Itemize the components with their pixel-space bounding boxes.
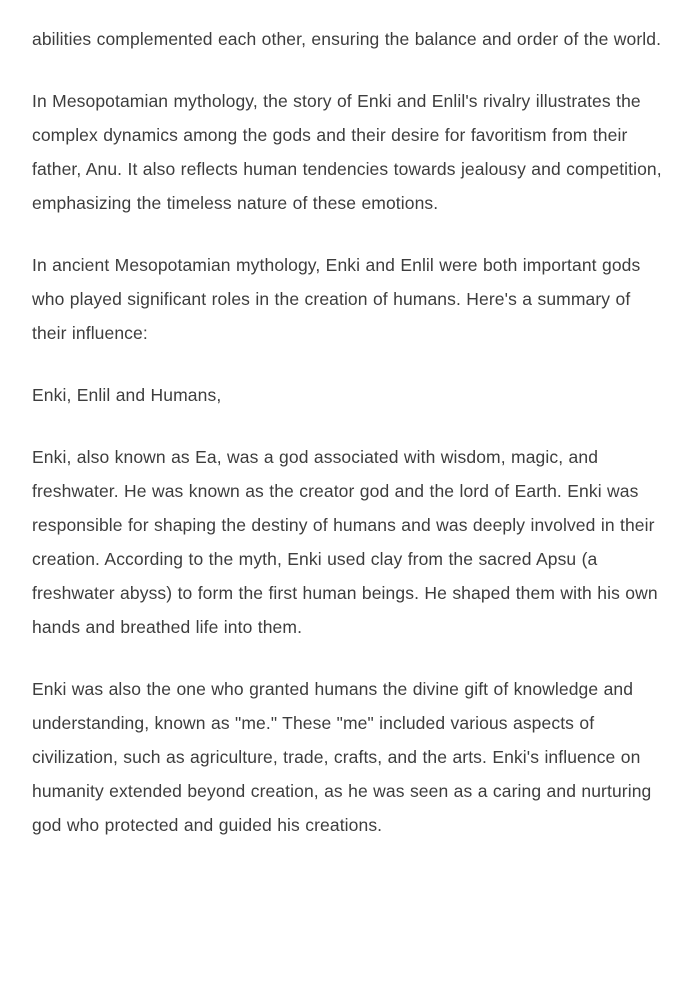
article-body [32, 22, 663, 842]
paragraph: In ancient Mesopotamian mythology, Enki and Enlil were both important gods who played significant roles in the creation of humans. Here's a summary of their influence: [32, 255, 641, 343]
paragraph: abilities complemented each other, ensuring the balance and order of the world. [32, 29, 662, 49]
paragraph: Enki was also the one who granted humans the divine gift of knowledge and understanding, known as "me." These "me" included various aspects of civilization, such as agriculture, trade, crafts, and the arts. Enki's influence on humanity extended beyond creation, as he was seen as a caring and nurturing god who protected and guided his creations. [32, 679, 652, 835]
section-heading: Enki, Enlil and Humans, [32, 385, 222, 405]
paragraph: Enki, also known as Ea, was a god associated with wisdom, magic, and freshwater. He was known as the creator god and the lord of Earth. Enki was responsible for shaping the destiny of humans and was deeply involved in their creation. According to the myth, Enki used clay from the sacred Apsu (a freshwater abyss) to form the first human beings. He shaped them with his own hands and breathed life into them. [32, 447, 658, 637]
paragraph: In Mesopotamian mythology, the story of Enki and Enlil's rivalry illustrates the complex dynamics among the gods and their desire for favoritism from their father, Anu. It also reflects human tendencies towards jealousy and competition, emphasizing the timeless nature of these emotions. [32, 91, 662, 213]
